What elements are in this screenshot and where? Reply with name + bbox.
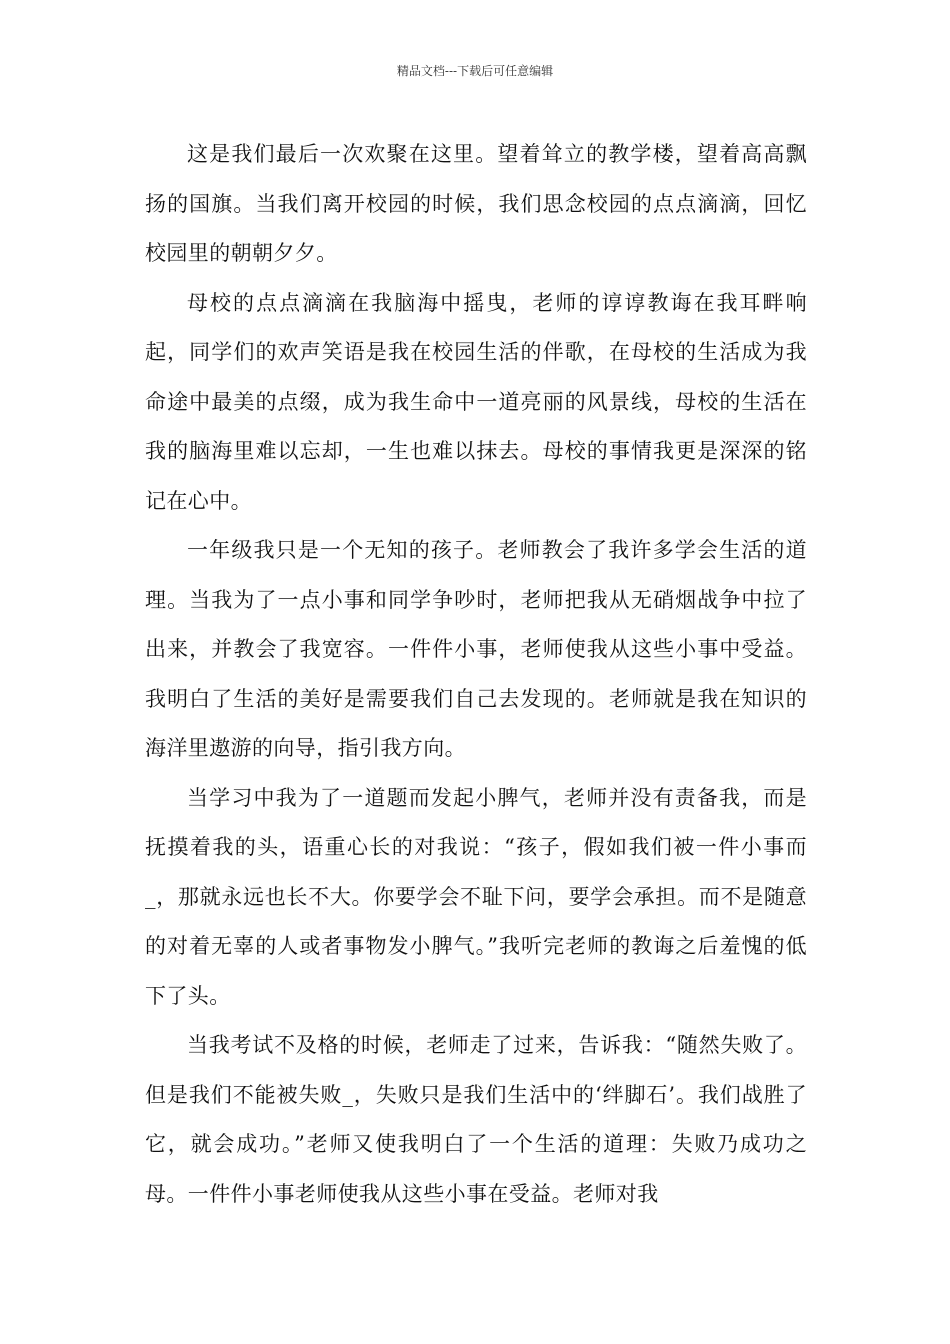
- paragraph-2: 母校的点点滴滴在我脑海中摇曳，老师的谆谆教诲在我耳畔响起，同学们的欢声笑语是我在校园生活的伴歌，在母校的生活成为我命途中最美的点缀，成为我生命中一道亮丽的风景线，母校的生活在我的脑海里难以忘却，一生也难以抹去。母校的事情我更是深深的铭记在心中。: [145, 290, 807, 513]
- paragraph-5: 当我考试不及格的时候，老师走了过来，告诉我：“随然失败了。但是我们不能被失败_，失败只是我们生活中的‘绊脚石’。我们战胜了它，就会成功。”老师又使我明白了一个生活的道理：失败乃成功之母。一件件小事老师使我从这些小事在受益。老师对我: [145, 1033, 807, 1206]
- paragraph-4: 当学习中我为了一道题而发起小脾气，老师并没有责备我，而是抚摸着我的头，语重心长的对我说：“孩子，假如我们被一件小事而_，那就永远也长不大。你要学会不耻下问，要学会承担。而不是随意的对着无辜的人或者事物发小脾气。”我听完老师的教诲之后羞愧的低下了头。: [145, 785, 807, 1008]
- document-body: [145, 130, 807, 1219]
- paragraph-3: 一年级我只是一个无知的孩子。老师教会了我许多学会生活的道理。当我为了一点小事和同学争吵时，老师把我从无硝烟战争中拉了出来，并教会了我宽容。一件件小事，老师使我从这些小事中受益。我明白了生活的美好是需要我们自己去发现的。老师就是我在知识的海洋里遨游的向导，指引我方向。: [145, 538, 807, 760]
- page-header: 精品文档---下载后可任意编辑: [396, 64, 554, 78]
- paragraph-1: 这是我们最后一次欢聚在这里。望着耸立的教学楼，望着高高飘扬的国旗。当我们离开校园的时候，我们思念校园的点点滴滴，回忆校园里的朝朝夕夕。: [145, 142, 807, 265]
